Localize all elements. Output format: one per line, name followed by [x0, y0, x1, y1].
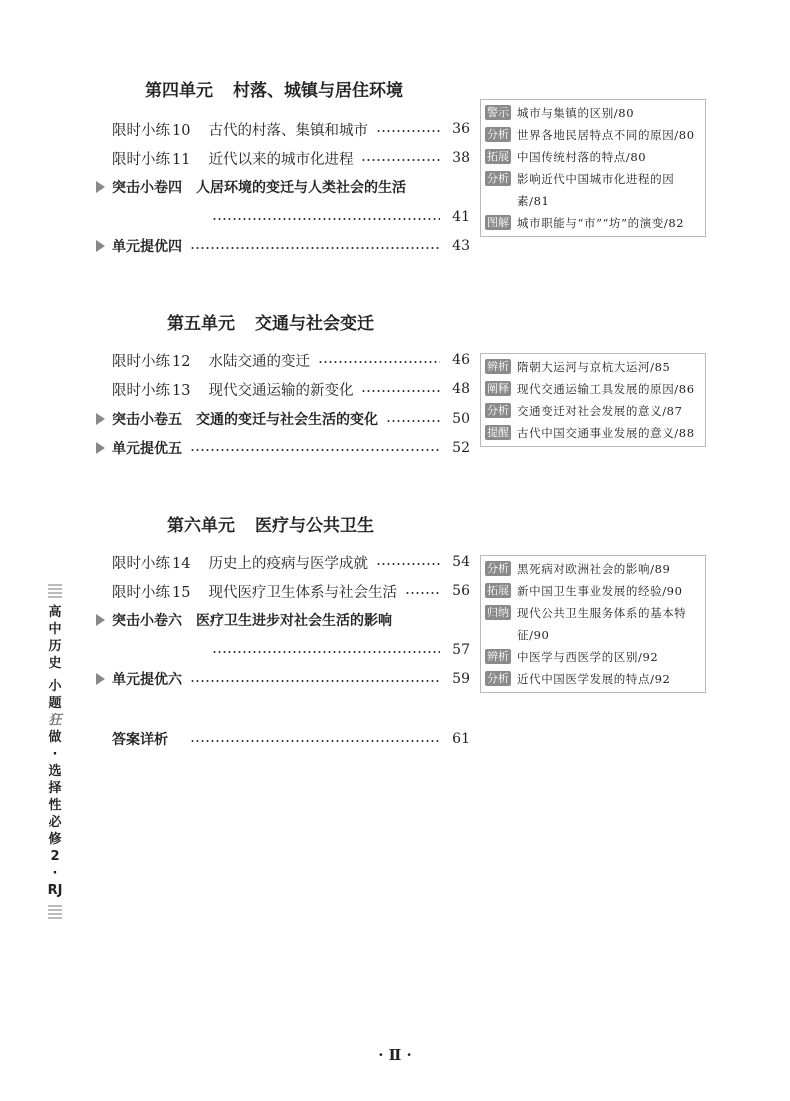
edition-code: RJ: [47, 883, 63, 898]
row-label: 限时小练: [112, 555, 170, 572]
spine-char: ·: [52, 866, 58, 881]
note-text: 隋朝大运河与京杭大运河/85: [517, 360, 671, 374]
note-text: 世界各地民居特点不同的原因/80: [517, 128, 695, 142]
toc-row-test-4[interactable]: [96, 175, 470, 199]
page-number: 57: [452, 642, 470, 658]
toc-row-lesson-14[interactable]: [96, 550, 470, 574]
row-label: 限时小练: [112, 122, 170, 139]
spine-char: 历: [48, 639, 62, 654]
note-tag: 阐释: [487, 382, 509, 395]
row-title: 现代医疗卫生体系与社会生活: [208, 584, 397, 601]
page-number: 61: [452, 731, 470, 747]
note-text: 黑死病对欧洲社会的影响/89: [517, 562, 671, 576]
toc-row-lesson-11[interactable]: [96, 146, 470, 170]
toc-row-lesson-10[interactable]: [96, 117, 470, 141]
page-number: 43: [452, 238, 470, 254]
toc-row-lesson-12[interactable]: [96, 348, 470, 372]
toc-row-test-4-continuation[interactable]: [96, 205, 470, 229]
note-item[interactable]: [485, 356, 701, 378]
note-item[interactable]: [485, 602, 701, 646]
row-label: 单元提优四: [112, 239, 182, 255]
dot-leader: [361, 159, 440, 161]
note-text: 中医学与西医学的区别/92: [517, 650, 659, 664]
toc-row-test-6-continuation[interactable]: [96, 638, 470, 662]
note-tag: 图解: [487, 216, 509, 229]
note-tag: 归纳: [487, 606, 509, 619]
note-tag: 辨析: [487, 650, 509, 663]
toc-row-review-6[interactable]: [96, 667, 470, 691]
decorative-bars: [48, 584, 62, 598]
row-label: 单元提优五: [112, 441, 182, 457]
dot-leader: [190, 449, 440, 451]
dot-leader: [361, 390, 440, 392]
note-item[interactable]: [485, 102, 701, 124]
unit-title: 村落、城镇与居住环境: [233, 81, 403, 101]
note-text: 现代交通运输工具发展的原因/86: [517, 382, 695, 396]
note-tag: 分析: [487, 404, 509, 417]
toc-row-test-6[interactable]: [96, 608, 470, 632]
page-number: 41: [452, 209, 470, 225]
note-tag: 分析: [487, 672, 509, 685]
row-title: 交通的变迁与社会生活的变化: [196, 412, 378, 428]
row-number: 14: [172, 555, 191, 572]
row-label: 突击小卷五: [112, 412, 182, 428]
row-label: 答案详析: [112, 732, 168, 748]
note-tag: 分析: [487, 128, 509, 141]
row-number: 15: [172, 584, 191, 601]
row-label: 限时小练: [112, 353, 170, 370]
note-item[interactable]: [485, 668, 701, 690]
row-label: 单元提优六: [112, 672, 182, 688]
unit-4-notes-box: [480, 99, 706, 237]
page-number: 59: [452, 671, 470, 687]
row-number: 11: [172, 151, 191, 168]
unit-number: 第五单元: [167, 314, 235, 334]
unit-title: 医疗与公共卫生: [255, 516, 374, 536]
note-item[interactable]: [485, 422, 701, 444]
unit-number: 第四单元: [145, 81, 213, 101]
toc-row-lesson-13[interactable]: [96, 377, 470, 401]
row-label: 突击小卷四: [112, 180, 182, 196]
note-item[interactable]: [485, 124, 701, 146]
toc-row-lesson-15[interactable]: [96, 579, 470, 603]
note-text: 新中国卫生事业发展的经验/90: [517, 584, 683, 598]
note-tag: 分析: [487, 172, 509, 185]
note-item[interactable]: [485, 378, 701, 400]
page-number: 56: [452, 583, 470, 599]
row-label: 限时小练: [112, 151, 170, 168]
note-item[interactable]: [485, 400, 701, 422]
toc-row-review-5[interactable]: [96, 436, 470, 460]
row-label: 限时小练: [112, 382, 170, 399]
unit-number: 第六单元: [167, 516, 235, 536]
note-text: 中国传统村落的特点/80: [517, 150, 647, 164]
spine-char: 狂: [48, 713, 62, 728]
unit-4-heading: [145, 76, 403, 101]
unit-5-heading: [167, 309, 374, 334]
unit-5-notes-box: [480, 353, 706, 447]
spine-char: 必: [48, 815, 62, 830]
note-text: 城市职能与“市”“坊”的演变/82: [517, 216, 685, 230]
note-text: 影响近代中国城市化进程的因素/81: [517, 172, 675, 208]
spine-series-title: [46, 582, 64, 925]
spine-char: 修: [48, 832, 62, 847]
row-label: 限时小练: [112, 584, 170, 601]
note-text: 古代中国交通事业发展的意义/88: [517, 426, 695, 440]
triangle-marker-icon: [96, 673, 105, 685]
page-number: 50: [452, 411, 470, 427]
row-title: 医疗卫生进步对社会生活的影响: [196, 613, 392, 629]
note-tag: 分析: [487, 562, 509, 575]
note-text: 现代公共卫生服务体系的基本特征/90: [517, 606, 687, 642]
dot-leader: [212, 651, 440, 653]
row-title: 近代以来的城市化进程: [208, 151, 354, 168]
note-item[interactable]: [485, 212, 701, 234]
note-tag: 提醒: [487, 426, 509, 439]
triangle-marker-icon: [96, 181, 105, 193]
note-tag: 拓展: [487, 150, 509, 163]
toc-row-review-4[interactable]: [96, 234, 470, 258]
page-number: 52: [452, 440, 470, 456]
toc-row-test-5[interactable]: [96, 407, 470, 431]
row-number: 13: [172, 382, 191, 399]
dot-leader: [405, 592, 440, 594]
note-item[interactable]: [485, 168, 701, 212]
row-title: 现代交通运输的新变化: [208, 382, 354, 399]
page-number: 54: [452, 554, 470, 570]
note-text: 城市与集镇的区别/80: [517, 106, 635, 120]
note-tag: 拓展: [487, 584, 509, 597]
note-item[interactable]: [485, 146, 701, 168]
dot-leader: [318, 361, 440, 363]
row-title: 人居环境的变迁与人类社会的生活: [196, 180, 406, 196]
note-text: 交通变迁对社会发展的意义/87: [517, 404, 683, 418]
spine-char: 中: [48, 622, 62, 637]
triangle-marker-icon: [96, 240, 105, 252]
spine-char: 做: [48, 730, 62, 745]
dot-leader: [190, 680, 440, 682]
dot-leader: [212, 218, 440, 220]
triangle-marker-icon: [96, 442, 105, 454]
spine-char: 性: [48, 798, 62, 813]
toc-row-answers[interactable]: [96, 727, 470, 751]
dot-leader: [376, 563, 440, 565]
decorative-bars: [48, 905, 62, 919]
row-number: 10: [172, 122, 191, 139]
unit-6-heading: [167, 511, 374, 536]
note-item[interactable]: [485, 580, 701, 602]
spine-char: 择: [48, 781, 62, 796]
spine-char: 选: [48, 764, 62, 779]
spine-char: 2: [50, 849, 60, 864]
unit-6-notes-box: [480, 555, 706, 693]
note-item[interactable]: [485, 646, 701, 668]
spine-char: 题: [48, 696, 62, 711]
note-tag: 警示: [487, 106, 509, 119]
dot-leader: [190, 247, 440, 249]
page-number: 48: [452, 381, 470, 397]
triangle-marker-icon: [96, 413, 105, 425]
spine-char: ·: [52, 747, 58, 762]
unit-title: 交通与社会变迁: [255, 314, 374, 334]
page-footer-number: · Ⅱ ·: [378, 1046, 412, 1064]
page-number: 46: [452, 352, 470, 368]
dot-leader: [386, 420, 440, 422]
spine-char: 高: [48, 605, 62, 620]
row-title: 历史上的疫病与医学成就: [208, 555, 368, 572]
row-number: 12: [172, 353, 191, 370]
triangle-marker-icon: [96, 614, 105, 626]
note-text: 近代中国医学发展的特点/92: [517, 672, 671, 686]
row-title: 古代的村落、集镇和城市: [208, 122, 368, 139]
page-number: 36: [452, 121, 470, 137]
dot-leader: [376, 130, 440, 132]
row-title: 水陆交通的变迁: [208, 353, 310, 370]
dot-leader: [190, 740, 440, 742]
row-label: 突击小卷六: [112, 613, 182, 629]
spine-char: 史: [48, 656, 62, 671]
page-number: 38: [452, 150, 470, 166]
note-item[interactable]: [485, 558, 701, 580]
spine-char: 小: [48, 679, 62, 694]
note-tag: 辨析: [487, 360, 509, 373]
